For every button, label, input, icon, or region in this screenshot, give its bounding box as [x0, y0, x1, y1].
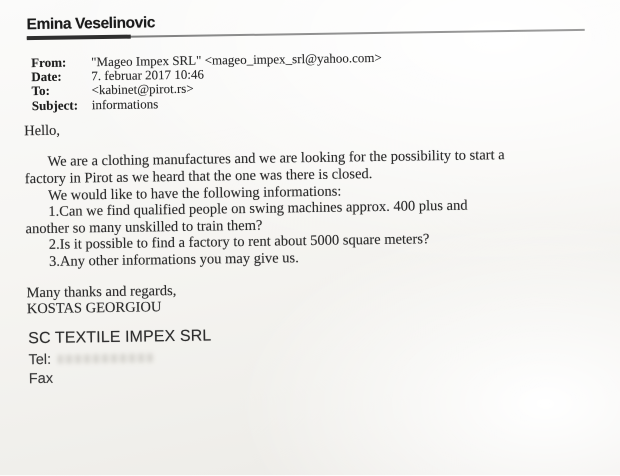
body-line-item-3: 3.Any other informations you may give us. — [48, 250, 299, 270]
closing-line: Many thanks and regards, — [26, 282, 177, 301]
from-label: From: — [31, 54, 67, 71]
tel-label: Tel: — [28, 351, 52, 368]
greeting: Hello, — [24, 122, 61, 140]
subject-value: informations — [91, 95, 159, 112]
header-divider-thick-line — [27, 35, 131, 41]
body-line-item-1: 1.Can we find qualified people on swing machines approx. 400 plus and — [48, 197, 468, 221]
subject-label: Subject: — [31, 97, 79, 113]
print-header-owner-name: Emina Veselinovic — [26, 14, 156, 34]
signature-block — [28, 322, 596, 390]
date-label: Date: — [31, 68, 62, 85]
sender-name: KOSTAS GEORGIOU — [26, 299, 162, 318]
body-line: We would like to have the following informations: — [48, 183, 342, 204]
date-value: 7. februar 2017 10:46 — [91, 66, 205, 84]
email-meta-block — [31, 48, 590, 113]
body-line: another so many unskilled to train them? — [25, 217, 263, 238]
from-value: "Mageo Impex SRL" <mageo_impex_srl@yahoo.com> — [91, 49, 382, 70]
body-line-item-2: 2.Is it possible to find a factory to rent about 5000 square meters? — [48, 231, 430, 254]
to-value: <kabinet@pirot.rs> — [91, 81, 194, 98]
fax-label: Fax — [28, 371, 54, 388]
redacted-phone-number — [57, 354, 153, 364]
to-label: To: — [31, 83, 50, 99]
email-body — [24, 115, 595, 318]
company-name: SC TEXTILE IMPEX SRL — [28, 327, 212, 347]
closing-block — [26, 276, 594, 318]
body-line: factory in Pirot as we heard that the one was there is closed. — [24, 166, 373, 188]
body-line: We are a clothing manufactures and we are looking for the possibility to start a — [47, 147, 505, 171]
